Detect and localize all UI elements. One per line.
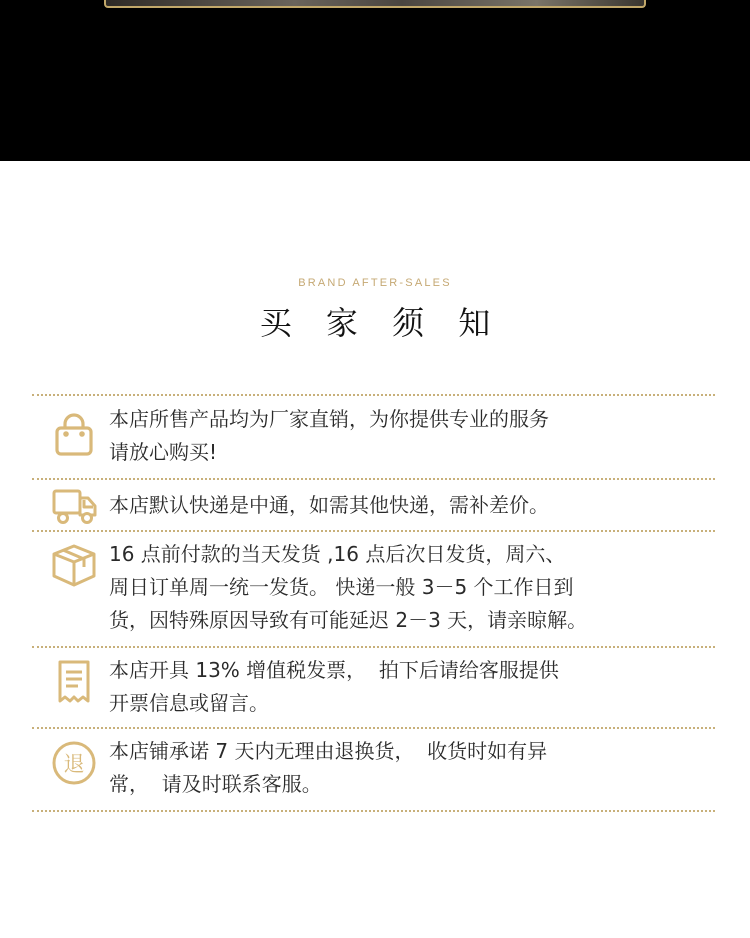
notice-item-courier xyxy=(32,482,715,528)
notice-item-shipping-time xyxy=(32,534,715,644)
divider-line xyxy=(32,646,715,648)
delivery-truck-icon xyxy=(50,482,98,530)
svg-text:退: 退 xyxy=(63,752,85,776)
section-subtitle: BRAND AFTER-SALES xyxy=(298,277,452,289)
notice-text: 本店开具 13% 增值税发票， 拍下后请给客服提供 开票信息或留言。 xyxy=(109,658,559,715)
divider-line xyxy=(32,530,715,532)
notice-text: 本店铺承诺 7 天内无理由退换货， 收货时如有异 常， 请及时联系客服。 xyxy=(109,739,548,796)
divider-line xyxy=(32,478,715,480)
notice-text: 本店所售产品均为厂家直销，为你提供专业的服务 请放心购买! xyxy=(109,407,549,464)
divider-line xyxy=(32,810,715,812)
divider-line xyxy=(32,727,715,729)
notice-text: 16 点前付款的当天发货 ,16 点后次日发货，周六、 周日订单周一统一发货。 快递一般 3－5 个工作日到 货，因特殊原因导致有可能延迟 2－3 天，请亲晾解。 xyxy=(109,542,588,632)
divider-line xyxy=(32,394,715,396)
product-photo-frame xyxy=(104,0,646,8)
return-badge-icon xyxy=(50,739,98,787)
notice-item-direct-sales xyxy=(32,400,715,476)
notice-item-returns xyxy=(32,731,715,809)
notice-item-invoice xyxy=(32,650,715,726)
top-banner-background xyxy=(0,0,750,161)
section-title: 买 家 须 知 xyxy=(259,304,503,342)
shopping-bag-icon xyxy=(50,412,98,460)
invoice-receipt-icon xyxy=(50,658,98,706)
notice-text: 本店默认快递是中通，如需其他快递，需补差价。 xyxy=(109,493,549,517)
package-box-icon xyxy=(50,540,98,588)
